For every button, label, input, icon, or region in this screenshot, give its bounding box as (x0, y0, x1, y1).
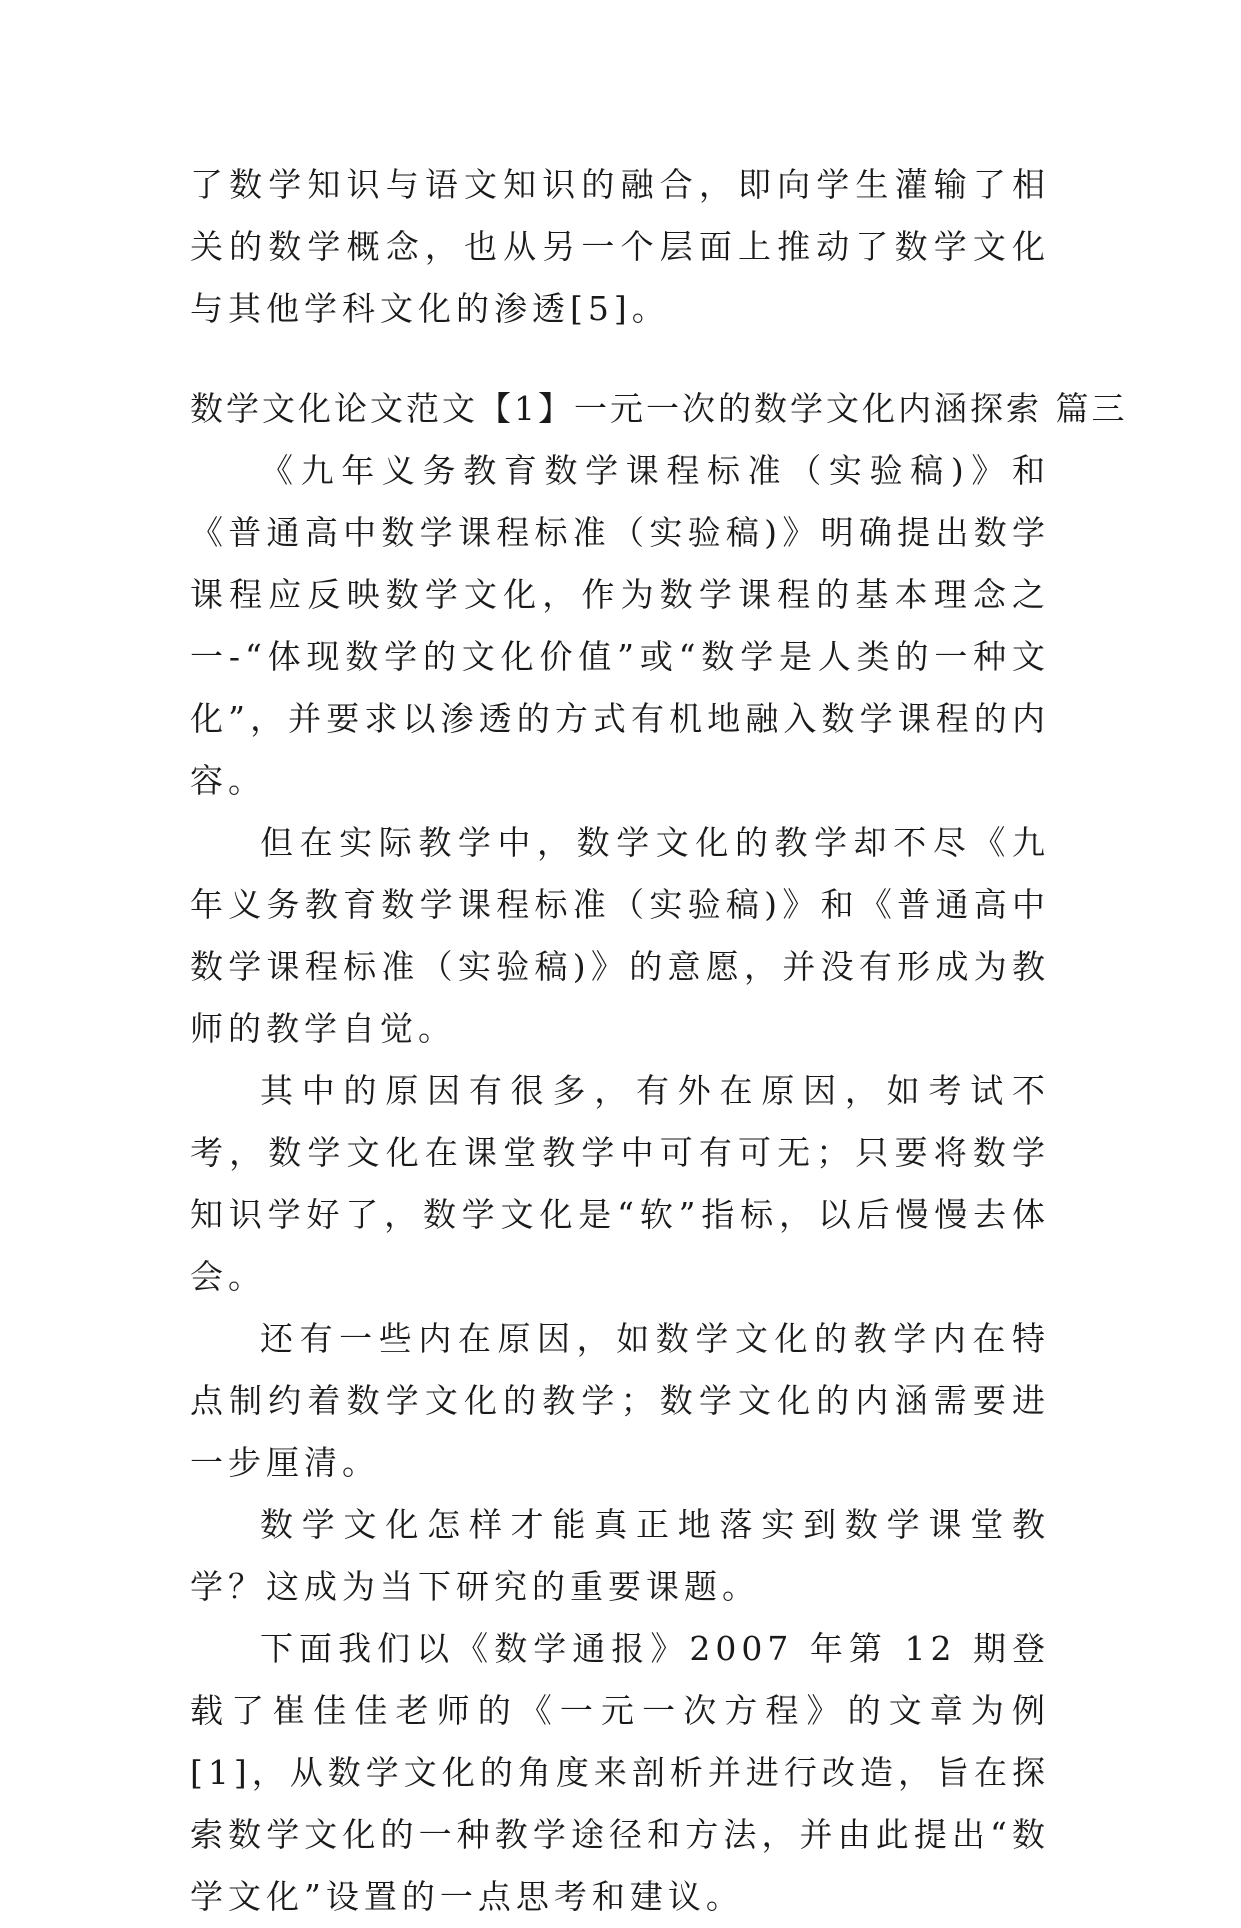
body-paragraph: 但在实际教学中，数学文化的教学却不尽《九年义务教育数学课程标准（实验稿)》和《普通高中数学课程标准（实验稿)》的意愿，并没有形成为教师的教学自觉。 (190, 823, 1050, 1048)
body-paragraph: 还有一些内在原因，如数学文化的教学内在特点制约着数学文化的教学；数学文化的内涵需要进一步厘清。 (190, 1319, 1050, 1482)
document-body (190, 154, 1128, 1928)
body-paragraph: 数学文化怎样才能真正地落实到数学课堂教学？这成为当下研究的重要课题。 (190, 1505, 1050, 1606)
body-paragraph: 《九年义务教育数学课程标准（实验稿)》和《普通高中数学课程标准（实验稿)》明确提出数学课程应反映数学文化，作为数学课程的基本理念之一-“体现数学的文化价值”或“数学是人类的一种文化”，并要求以渗透的方式有机地融入数学课程的内容。 (190, 451, 1050, 800)
section-heading: 数学文化论文范文【1】一元一次的数学文化内涵探索 篇三 (190, 389, 1128, 428)
body-paragraph: 其中的原因有很多，有外在原因，如考试不考，数学文化在课堂教学中可有可无；只要将数学知识学好了，数学文化是“软”指标，以后慢慢去体会。 (190, 1071, 1050, 1296)
body-paragraph: 下面我们以《数学通报》2007 年第 12 期登载了崔佳佳老师的《一元一次方程》的文章为例[1]，从数学文化的角度来剖析并进行改造，旨在探索数学文化的一种教学途径和方法，并由此提出“数学文化”设置的一点思考和建议。 (190, 1629, 1050, 1916)
intro-paragraph: 了数学知识与语文知识的融合，即向学生灌输了相关的数学概念，也从另一个层面上推动了数学文化与其他学科文化的渗透[5]。 (190, 165, 1050, 328)
